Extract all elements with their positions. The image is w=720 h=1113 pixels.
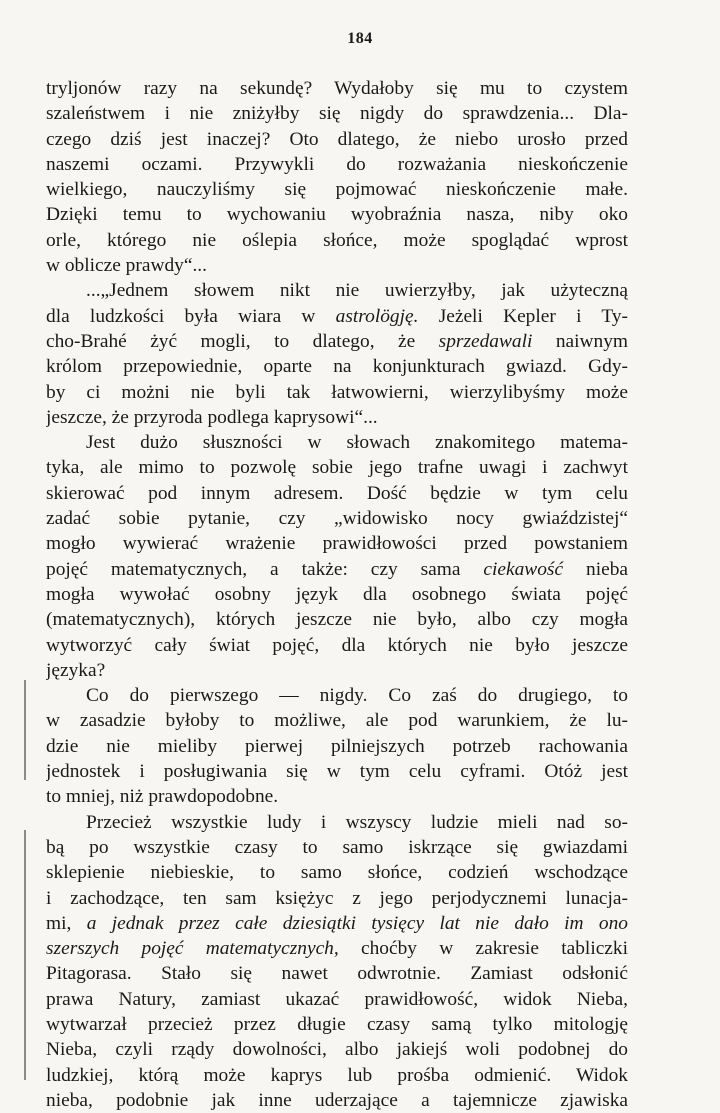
text-segment: czego dziś jest inaczej? Oto dlatego, że niebo urosło przed [46,128,628,150]
text-segment: cho-Brahé żyć mogli, to dlatego, że [46,330,439,352]
body-text [46,76,628,1113]
text-segment: mi, [46,912,87,934]
text-line [46,886,628,911]
text-line [46,961,628,986]
text-line [46,228,628,253]
italic-text: a jednak przez całe dziesiątki tysięcy lat nie dało im ono [86,912,628,934]
text-line [46,784,628,809]
text-segment: to mniej, niż prawdopodobne. [46,786,279,808]
text-line [46,835,628,860]
text-segment: Jeżeli Kepler i Ty- [418,305,628,327]
text-segment: tyka, ale mimo to pozwolę sobie jego trafne uwagi i zachwyt [46,457,628,479]
text-line [46,987,628,1012]
text-segment: prawa Natury, zamiast ukazać prawidłowość, widok Nieba, [46,988,628,1010]
text-segment: mogła wywołać osobny język dla osobnego świata pojęć [46,583,628,605]
text-segment: skierować pod innym adresem. Dość będzie w tym celu [46,482,628,504]
text-line [46,582,628,607]
text-segment: dzie nie mieliby pierwej pilniejszych potrzeb rachowania [46,735,628,757]
text-segment: naszemi oczami. Przywykli do rozważania nieskończenie [46,153,628,175]
text-line [46,759,628,784]
text-segment: naiwnym [532,330,628,352]
text-line [46,380,628,405]
text-line [46,253,628,278]
text-segment: w oblicze prawdy“... [46,255,207,277]
text-segment: Dzięki temu to wychowaniu wyobraźnia nasza, niby oko [46,204,628,226]
margin-pencil-mark-upper [24,680,26,780]
text-line [46,329,628,354]
text-segment: pojęć matematycznych, a także: czy sama [46,558,484,580]
text-line [46,531,628,556]
text-segment: jeszcze, że przyroda podlega kaprysowi“... [46,406,378,428]
text-segment: nieba, podobnie jak inne uderzające a tajemnicze zjawiska [46,1089,628,1111]
page-number: 184 [347,30,373,47]
text-line [46,202,628,227]
text-segment: Przecież wszystkie ludy i wszyscy ludzie mieli nad so- [86,811,628,833]
text-line [46,430,628,455]
text-line [46,278,628,303]
text-segment: i zachodzące, ten sam księżyc z jego perjodycznemi lunacja- [46,887,628,909]
text-line [46,354,628,379]
italic-text: sprzedawali [438,330,533,352]
text-line [46,658,628,683]
margin-pencil-mark-lower [24,830,26,1080]
text-segment: jednostek i posługiwania się w tym celu cyframi. Otóż jest [46,761,628,783]
text-segment: nieba [563,558,628,580]
text-line [46,607,628,632]
text-line [46,734,628,759]
text-segment: dla ludzkości była wiara w [46,305,336,327]
text-segment: (matematycznych), których jeszcze nie było, albo czy mogła [46,609,628,631]
text-segment: bą po wszystkie czasy to samo iskrzące się gwiazdami [46,836,628,858]
text-line [46,481,628,506]
text-line [46,76,628,101]
text-line [46,683,628,708]
text-segment: Pitagorasa. Stało się nawet odwrotnie. Zamiast odsłonić [46,963,628,985]
text-segment: tryljonów razy na sekundę? Wydałoby się mu to czystem [46,78,628,99]
text-line [46,911,628,936]
text-segment: Jest dużo słuszności w słowach znakomitego matema- [86,432,628,454]
text-line [46,708,628,733]
text-segment: Co do pierwszego — nigdy. Co zaś do drugiego, to [86,685,628,707]
text-segment: królom przepowiednie, oparte na konjunkturach gwiazd. Gdy- [46,356,628,378]
text-segment: ...„Jednem słowem nikt nie uwierzyłby, jak użyteczną [86,280,628,302]
text-line [46,405,628,430]
text-line [46,177,628,202]
text-segment: języka? [46,659,106,681]
italic-text: astrolögję. [335,305,419,327]
text-line [46,633,628,658]
text-line [46,101,628,126]
text-segment: mogło wywierać wrażenie prawidłowości przed powstaniem [46,533,628,555]
text-line [46,152,628,177]
italic-text: szerszych pojęć matematycznych, [46,938,339,960]
italic-text: ciekawość [483,558,564,580]
text-line [46,810,628,835]
text-line [46,1088,628,1113]
text-line [46,455,628,480]
text-line [46,304,628,329]
text-line [46,506,628,531]
text-segment: orle, którego nie oślepia słońce, może spoglądać wprost [46,229,628,251]
text-segment: wytwarzał przecież przez długie czasy samą tylko mitologję [46,1013,628,1035]
text-segment: wytworzyć cały świat pojęć, dla których nie było jeszcze [46,634,628,656]
text-line [46,127,628,152]
text-segment: ludzkiej, którą może kaprys lub prośba odmienić. Widok [46,1064,628,1086]
text-segment: Nieba, czyli rządy dowolności, albo jakiejś woli podobnej do [46,1039,628,1061]
text-segment: choćby w zakresie tabliczki [338,938,628,960]
text-segment: sklepienie niebieskie, to samo słońce, codzień wschodzące [46,862,628,884]
text-line [46,1037,628,1062]
text-line [46,860,628,885]
text-line [46,1063,628,1088]
text-segment: szaleństwem i nie zniżyłby się nigdy do sprawdzenia... Dla- [46,103,628,125]
text-line [46,1012,628,1037]
text-segment: zadać sobie pytanie, czy „widowisko nocy gwiaździstej“ [46,508,628,530]
text-line [46,557,628,582]
text-segment: w zasadzie byłoby to możliwe, ale pod warunkiem, że lu- [46,710,628,732]
text-line [46,936,628,961]
text-segment: by ci możni nie byli tak łatwowierni, wierzylibyśmy może [46,381,628,403]
text-segment: wielkiego, nauczyliśmy się pojmować nieskończenie małe. [46,179,628,201]
